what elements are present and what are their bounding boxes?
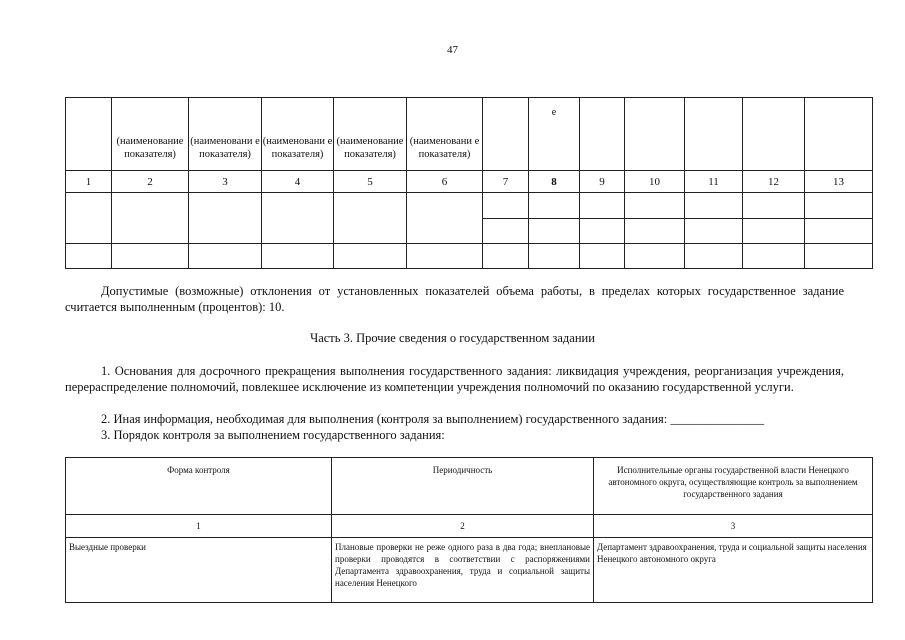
control-periodicity: Плановые проверки не реже одного раза в два года; внеплановые проверки проводятся в соответствии с распоряжениями Департамента здравоохранения, труда и социальной защиты населения Ненецкого xyxy=(332,538,594,603)
column-number: 9 xyxy=(580,171,625,193)
column-number: 12 xyxy=(743,171,805,193)
control-form: Выездные проверки xyxy=(66,538,332,603)
indicator-label-5: (наименовани е показателя) xyxy=(409,136,480,160)
indicator-label-1: (наименование показателя) xyxy=(116,136,184,160)
column-number: 6 xyxy=(407,171,483,193)
table-row xyxy=(66,244,873,269)
part3-title: Часть 3. Прочие сведения о государственном задании xyxy=(310,331,595,345)
column-number: 5 xyxy=(334,171,407,193)
item-2: 2. Иная информация, необходимая для выполнения (контроля за выполнением) государственного задания: _______________ xyxy=(101,412,765,426)
deviation-paragraph: Допустимые (возможные) отклонения от установленных показателей объема работы, в пределах которых государственное задание считается выполненным (процентов): 10. xyxy=(65,284,844,314)
indicator-label-4: (наименование показателя) xyxy=(336,136,404,160)
column-number-row xyxy=(66,515,873,538)
column-number: 3 xyxy=(594,515,873,538)
header-row xyxy=(66,98,873,171)
indicators-table xyxy=(65,97,873,269)
column-number: 10 xyxy=(625,171,685,193)
column-number: 1 xyxy=(66,171,112,193)
control-table xyxy=(65,457,873,603)
table-row xyxy=(66,193,873,219)
control-authority: Департамент здравоохранения, труда и социальной защиты населения Ненецкого автономного округа xyxy=(594,538,873,603)
header-authority: Исполнительные органы государственной власти Ненецкого автономного округа, осуществляющие контроль за выполнением государственного задания xyxy=(594,458,873,515)
column-number: 13 xyxy=(805,171,873,193)
column-number: 11 xyxy=(685,171,743,193)
column-number: 3 xyxy=(189,171,262,193)
column-number: 4 xyxy=(262,171,334,193)
indicator-label-3: (наименовани е показателя) xyxy=(262,136,333,160)
table-row xyxy=(66,538,873,603)
column-number: 8 xyxy=(529,171,580,193)
column-number: 7 xyxy=(483,171,529,193)
column-number: 2 xyxy=(332,515,594,538)
item-1: 1. Основания для досрочного прекращения выполнения государственного задания: ликвидация учреждения, реорганизация учреждения, перераспределение полномочий, повлекшее исключение из компетенции учреждения полномочий по оказанию государственной услуги. xyxy=(65,364,844,394)
column-number: 1 xyxy=(66,515,332,538)
indicator-label-2: (наименовани е показателя) xyxy=(190,136,260,160)
header-row xyxy=(66,458,873,515)
header-periodicity: Периодичность xyxy=(332,458,594,515)
column-number-row xyxy=(66,171,873,193)
item-3: 3. Порядок контроля за выполнением государственного задания: xyxy=(101,428,445,442)
page-number: 47 xyxy=(447,44,458,56)
column-number: 2 xyxy=(112,171,189,193)
column-8-mark: е xyxy=(551,106,557,118)
header-form: Форма контроля xyxy=(66,458,332,515)
